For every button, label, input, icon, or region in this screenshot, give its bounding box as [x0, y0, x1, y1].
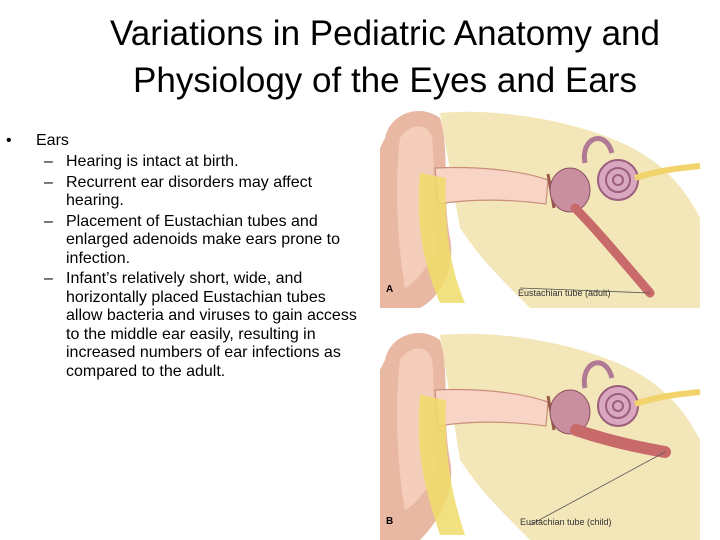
- ear-illustration-adult: [380, 108, 720, 308]
- dash-marker: –: [44, 173, 53, 191]
- sub-bullet-text: Placement of Eustachian tubes and enlarged adenoids make ears prone to infection.: [66, 212, 340, 267]
- panel-b-label: B: [386, 516, 394, 527]
- sub-bullet-item: [44, 153, 376, 172]
- sub-bullet-text: Infant’s relatively short, wide, and horizontally placed Eustachian tubes allow bacteria and viruses to gain access to the middle ear easily, resulting in increased numbers of ear infections as compared to the adult.: [66, 270, 357, 380]
- sub-bullet-text: Recurrent ear disorders may affect hearing.: [66, 173, 313, 209]
- dash-marker: –: [44, 270, 53, 287]
- bullet-ears: [4, 131, 376, 151]
- slide-title: [70, 10, 700, 104]
- sub-bullet-list: [44, 153, 376, 381]
- panel-b-caption: Eustachian tube (child): [520, 517, 612, 527]
- ear-illustration-child: [380, 330, 720, 540]
- sub-bullet-item: [44, 213, 376, 269]
- sub-bullet-item: [44, 174, 376, 211]
- ear-anatomy-figure: [380, 108, 720, 540]
- title-line-1: Variations in Pediatric Anatomy and: [110, 14, 660, 53]
- bullet-label: Ears: [36, 132, 69, 149]
- title-line-2: Physiology of the Eyes and Ears: [133, 61, 637, 100]
- bullet-marker: •: [6, 132, 12, 149]
- dash-marker: –: [44, 212, 53, 230]
- panel-a-label: A: [386, 284, 394, 295]
- bullet-list: [4, 131, 376, 381]
- dash-marker: –: [44, 153, 53, 170]
- panel-a-caption: Eustachian tube (adult): [518, 288, 611, 298]
- sub-bullet-text: Hearing is intact at birth.: [66, 153, 239, 170]
- sub-bullet-item: [44, 270, 376, 381]
